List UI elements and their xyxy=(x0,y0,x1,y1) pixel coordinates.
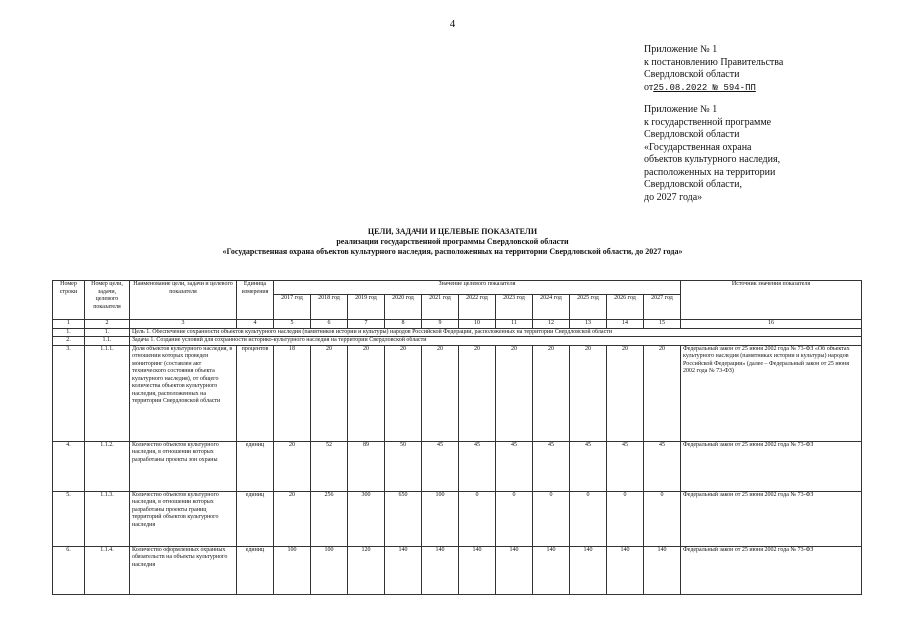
page-number: 4 xyxy=(449,18,456,30)
row-value: 45 xyxy=(459,441,496,491)
column-numbers-row xyxy=(53,320,862,329)
column-number: 2 xyxy=(85,320,130,329)
appendix-program-line: объектов культурного наследия, xyxy=(644,154,781,165)
row-value: 45 xyxy=(496,441,533,491)
row-unit: единиц xyxy=(237,491,274,546)
row-indicator-name: Количество оформленных охранных обязательств на объекты культурного наследия xyxy=(130,546,237,594)
row-value: 45 xyxy=(533,441,570,491)
row-source: Федеральный закон от 25 июня 2002 года № 73-ФЗ xyxy=(681,441,862,491)
row-value: 0 xyxy=(607,491,644,546)
header-name: Наименование цели, задачи и целевого показателя xyxy=(130,281,237,320)
row-value: 45 xyxy=(644,441,681,491)
header-year: 2018 год xyxy=(311,295,348,320)
goal-row-number: 1. xyxy=(53,328,85,337)
row-number: 4. xyxy=(53,441,85,491)
column-number: 16 xyxy=(681,320,862,329)
header-year: 2019 год xyxy=(348,295,385,320)
header-values-group: Значение целевого показателя xyxy=(274,281,681,295)
header-year: 2027 год xyxy=(644,295,681,320)
row-value: 20 xyxy=(644,345,681,441)
row-value: 20 xyxy=(533,345,570,441)
row-value: 140 xyxy=(644,546,681,594)
row-source: Федеральный закон от 25 июня 2002 года № 73-ФЗ xyxy=(681,546,862,594)
appendix-program-line: «Государственная охрана xyxy=(644,141,752,153)
date-prefix: от xyxy=(644,81,654,93)
row-value: 45 xyxy=(607,441,644,491)
header-year: 2025 год xyxy=(570,295,607,320)
row-value: 50 xyxy=(385,441,422,491)
row-value: 300 xyxy=(348,491,385,546)
table-row xyxy=(53,345,862,441)
row-value: 140 xyxy=(496,546,533,594)
title-line1: ЦЕЛИ, ЗАДАЧИ И ЦЕЛЕВЫЕ ПОКАЗАТЕЛИ xyxy=(367,227,538,236)
row-source: Федеральный закон от 25 июня 2002 года № 73-ФЗ «Об объектах культурного наследия (памятниках истории и культуры) народов Российской Федерации» (далее – Федеральный закон от 25 июня 2002 года № 73-ФЗ) xyxy=(681,345,862,441)
appendix-program xyxy=(644,104,780,204)
appendix-program-line: Приложение № 1 xyxy=(644,104,718,115)
row-indicator-name: Количество объектов культурного наследия, в отношении которых разработаны проекты зон охраны xyxy=(130,441,237,491)
row-number: 3. xyxy=(53,345,85,441)
appendix-decree-date xyxy=(644,82,783,95)
row-indicator-name: Количество объектов культурного наследия, в отношении которых разработаны проекты границ территорий объектов культурного наследия xyxy=(130,491,237,546)
row-unit: единиц xyxy=(237,441,274,491)
row-value: 20 xyxy=(570,345,607,441)
header-goal-number: Номер цели, задачи, целевого показателя xyxy=(85,281,130,320)
column-number: 5 xyxy=(274,320,311,329)
task-row-number: 2. xyxy=(53,337,85,346)
header-year: 2022 год xyxy=(459,295,496,320)
column-number: 10 xyxy=(459,320,496,329)
table-row xyxy=(53,491,862,546)
row-value: 0 xyxy=(570,491,607,546)
header-year: 2021 год xyxy=(422,295,459,320)
document-title xyxy=(0,227,905,257)
table-row xyxy=(53,441,862,491)
task-row-code: 1.1. xyxy=(85,337,130,346)
row-value: 20 xyxy=(348,345,385,441)
header-year: 2017 год xyxy=(274,295,311,320)
row-number: 6. xyxy=(53,546,85,594)
appendix-decree-line2: к постановлению Правительства xyxy=(644,56,784,68)
row-value: 140 xyxy=(570,546,607,594)
row-value: 45 xyxy=(422,441,459,491)
header-row-number: Номер строки xyxy=(53,281,85,320)
column-number: 13 xyxy=(570,320,607,329)
column-number: 1 xyxy=(53,320,85,329)
row-indicator-name: Доля объектов культурного наследия, в отношении которых проведен мониторинг (составлен акт технического состояния объекта культурного наследия), от общего количества объектов культурного наследия, расположенных на территории Свердловской области xyxy=(130,345,237,441)
header-unit: Единица измерения xyxy=(237,281,274,320)
date-value: 25.08.2022 № 594-ПП xyxy=(653,82,756,93)
row-value: 20 xyxy=(496,345,533,441)
row-unit: единиц xyxy=(237,546,274,594)
row-code: 1.1.2. xyxy=(85,441,130,491)
appendix-program-line: Свердловской области, xyxy=(644,179,742,190)
appendix-decree-line1: Приложение № 1 xyxy=(644,44,718,55)
row-value: 20 xyxy=(274,491,311,546)
row-code: 1.1.3. xyxy=(85,491,130,546)
row-value: 20 xyxy=(459,345,496,441)
row-value: 0 xyxy=(459,491,496,546)
goal-row-text: Цель 1. Обеспечение сохранности объектов культурного наследия (памятников истории и культуры) народов Российской Федерации, расположенных на территории Свердловской области xyxy=(130,328,862,337)
column-number: 9 xyxy=(422,320,459,329)
column-number: 11 xyxy=(496,320,533,329)
row-value: 0 xyxy=(644,491,681,546)
header-year: 2024 год xyxy=(533,295,570,320)
row-value: 140 xyxy=(422,546,459,594)
row-code: 1.1.4. xyxy=(85,546,130,594)
row-value: 140 xyxy=(459,546,496,594)
row-code: 1.1.1. xyxy=(85,345,130,441)
row-value: 20 xyxy=(422,345,459,441)
row-value: 100 xyxy=(274,546,311,594)
row-value: 0 xyxy=(496,491,533,546)
appendix-decree xyxy=(644,44,783,94)
header-year: 2023 год xyxy=(496,295,533,320)
appendix-decree-line3: Свердловской области xyxy=(644,69,740,80)
title-line3: «Государственная охрана объектов культурного наследия, расположенных на территории Свердловской области, до 2027 года» xyxy=(222,247,683,256)
row-value: 140 xyxy=(385,546,422,594)
row-value: 52 xyxy=(311,441,348,491)
appendix-program-line: до 2027 года» xyxy=(644,191,703,203)
header-source: Источник значения показателя xyxy=(681,281,862,320)
row-value: 18 xyxy=(274,345,311,441)
appendix-program-line: к государственной программе xyxy=(644,116,772,128)
goal-row-code: 1. xyxy=(85,328,130,337)
title-line2: реализации государственной программы Свердловской области xyxy=(336,237,569,246)
row-value: 140 xyxy=(607,546,644,594)
table-row xyxy=(53,546,862,594)
row-value: 650 xyxy=(385,491,422,546)
appendix-program-line: расположенных на территории xyxy=(644,166,776,178)
column-number: 4 xyxy=(237,320,274,329)
column-number: 12 xyxy=(533,320,570,329)
row-value: 0 xyxy=(533,491,570,546)
appendix-program-line: Свердловской области xyxy=(644,129,740,140)
row-value: 45 xyxy=(570,441,607,491)
column-number: 3 xyxy=(130,320,237,329)
row-value: 100 xyxy=(422,491,459,546)
header-year: 2026 год xyxy=(607,295,644,320)
column-number: 6 xyxy=(311,320,348,329)
column-number: 15 xyxy=(644,320,681,329)
row-value: 20 xyxy=(311,345,348,441)
column-number: 14 xyxy=(607,320,644,329)
row-unit: процентов xyxy=(237,345,274,441)
row-value: 100 xyxy=(311,546,348,594)
row-value: 120 xyxy=(348,546,385,594)
row-value: 140 xyxy=(533,546,570,594)
indicators-table xyxy=(52,280,862,595)
row-value: 256 xyxy=(311,491,348,546)
row-value: 20 xyxy=(274,441,311,491)
row-value: 89 xyxy=(348,441,385,491)
goal-row xyxy=(53,328,862,337)
row-value: 20 xyxy=(385,345,422,441)
task-row xyxy=(53,337,862,346)
row-number: 5. xyxy=(53,491,85,546)
header-year: 2020 год xyxy=(385,295,422,320)
task-row-text: Задача 1. Создание условий для сохранности историко-культурного наследия на территории Свердловской области xyxy=(130,337,862,346)
column-number: 8 xyxy=(385,320,422,329)
column-number: 7 xyxy=(348,320,385,329)
row-value: 20 xyxy=(607,345,644,441)
row-source: Федеральный закон от 25 июня 2002 года № 73-ФЗ xyxy=(681,491,862,546)
